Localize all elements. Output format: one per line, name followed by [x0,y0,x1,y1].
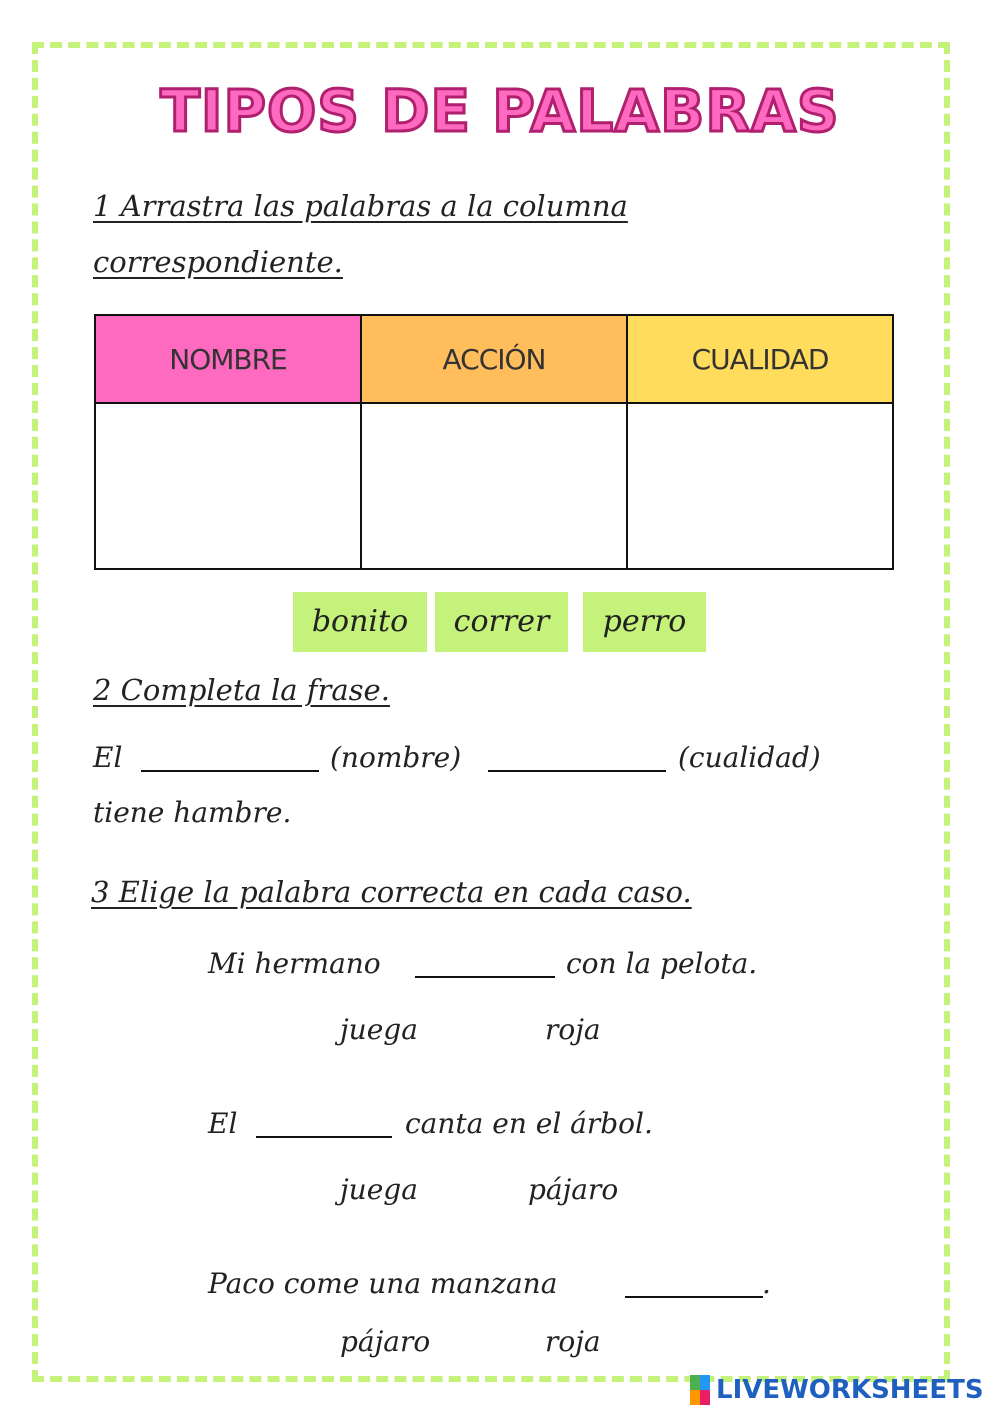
q3-blank[interactable] [625,1296,763,1298]
liveworksheets-logo-icon [690,1375,710,1405]
blank-cualidad[interactable] [488,770,666,772]
q3-after: . [762,1267,771,1300]
sentence-tiene-hambre: tiene hambre. [93,796,292,829]
q3-option-pajaro[interactable]: pájaro [340,1325,431,1358]
sentence-el: El [93,741,123,774]
column-header-cualidad: CUALIDAD [627,315,893,403]
word-chip-correr[interactable]: correr [435,592,568,652]
q2-before: El [208,1107,238,1140]
word-chip-bonito[interactable]: bonito [293,592,427,652]
brand-name: LIVEWORKSHEETS [716,1375,984,1405]
q1-blank[interactable] [415,976,555,978]
exercise1-instruction-line2: correspondiente. [93,245,343,279]
hint-cualidad: (cualidad) [678,741,821,774]
q1-after: con la pelota. [566,947,758,980]
q3-before: Paco come una manzana [208,1267,558,1300]
word-bank [0,592,1000,654]
q2-after: canta en el árbol. [405,1107,653,1140]
drop-zone-accion[interactable] [361,403,627,569]
page-title: TIPOS DE PALABRAS [160,77,840,145]
q1-before: Mi hermano [208,947,381,980]
word-chip-perro[interactable]: perro [583,592,706,652]
q1-option-juega[interactable]: juega [340,1013,418,1046]
column-header-nombre: NOMBRE [95,315,361,403]
drop-zone-nombre[interactable] [95,403,361,569]
hint-nombre: (nombre) [330,741,462,774]
blank-nombre[interactable] [141,770,319,772]
drop-zone-cualidad[interactable] [627,403,893,569]
q1-option-roja[interactable]: roja [545,1013,601,1046]
classification-table [94,314,894,570]
q2-option-juega[interactable]: juega [340,1173,418,1206]
q2-blank[interactable] [256,1136,392,1138]
liveworksheets-brand [690,1372,984,1408]
q2-option-pajaro[interactable]: pájaro [528,1173,619,1206]
q3-option-roja[interactable]: roja [545,1325,601,1358]
column-header-accion: ACCIÓN [361,315,627,403]
exercise1-instruction-line1: 1 Arrastra las palabras a la columna [93,189,628,223]
exercise3-instruction: 3 Elige la palabra correcta en cada caso. [91,875,692,909]
exercise2-instruction: 2 Completa la frase. [93,673,390,707]
